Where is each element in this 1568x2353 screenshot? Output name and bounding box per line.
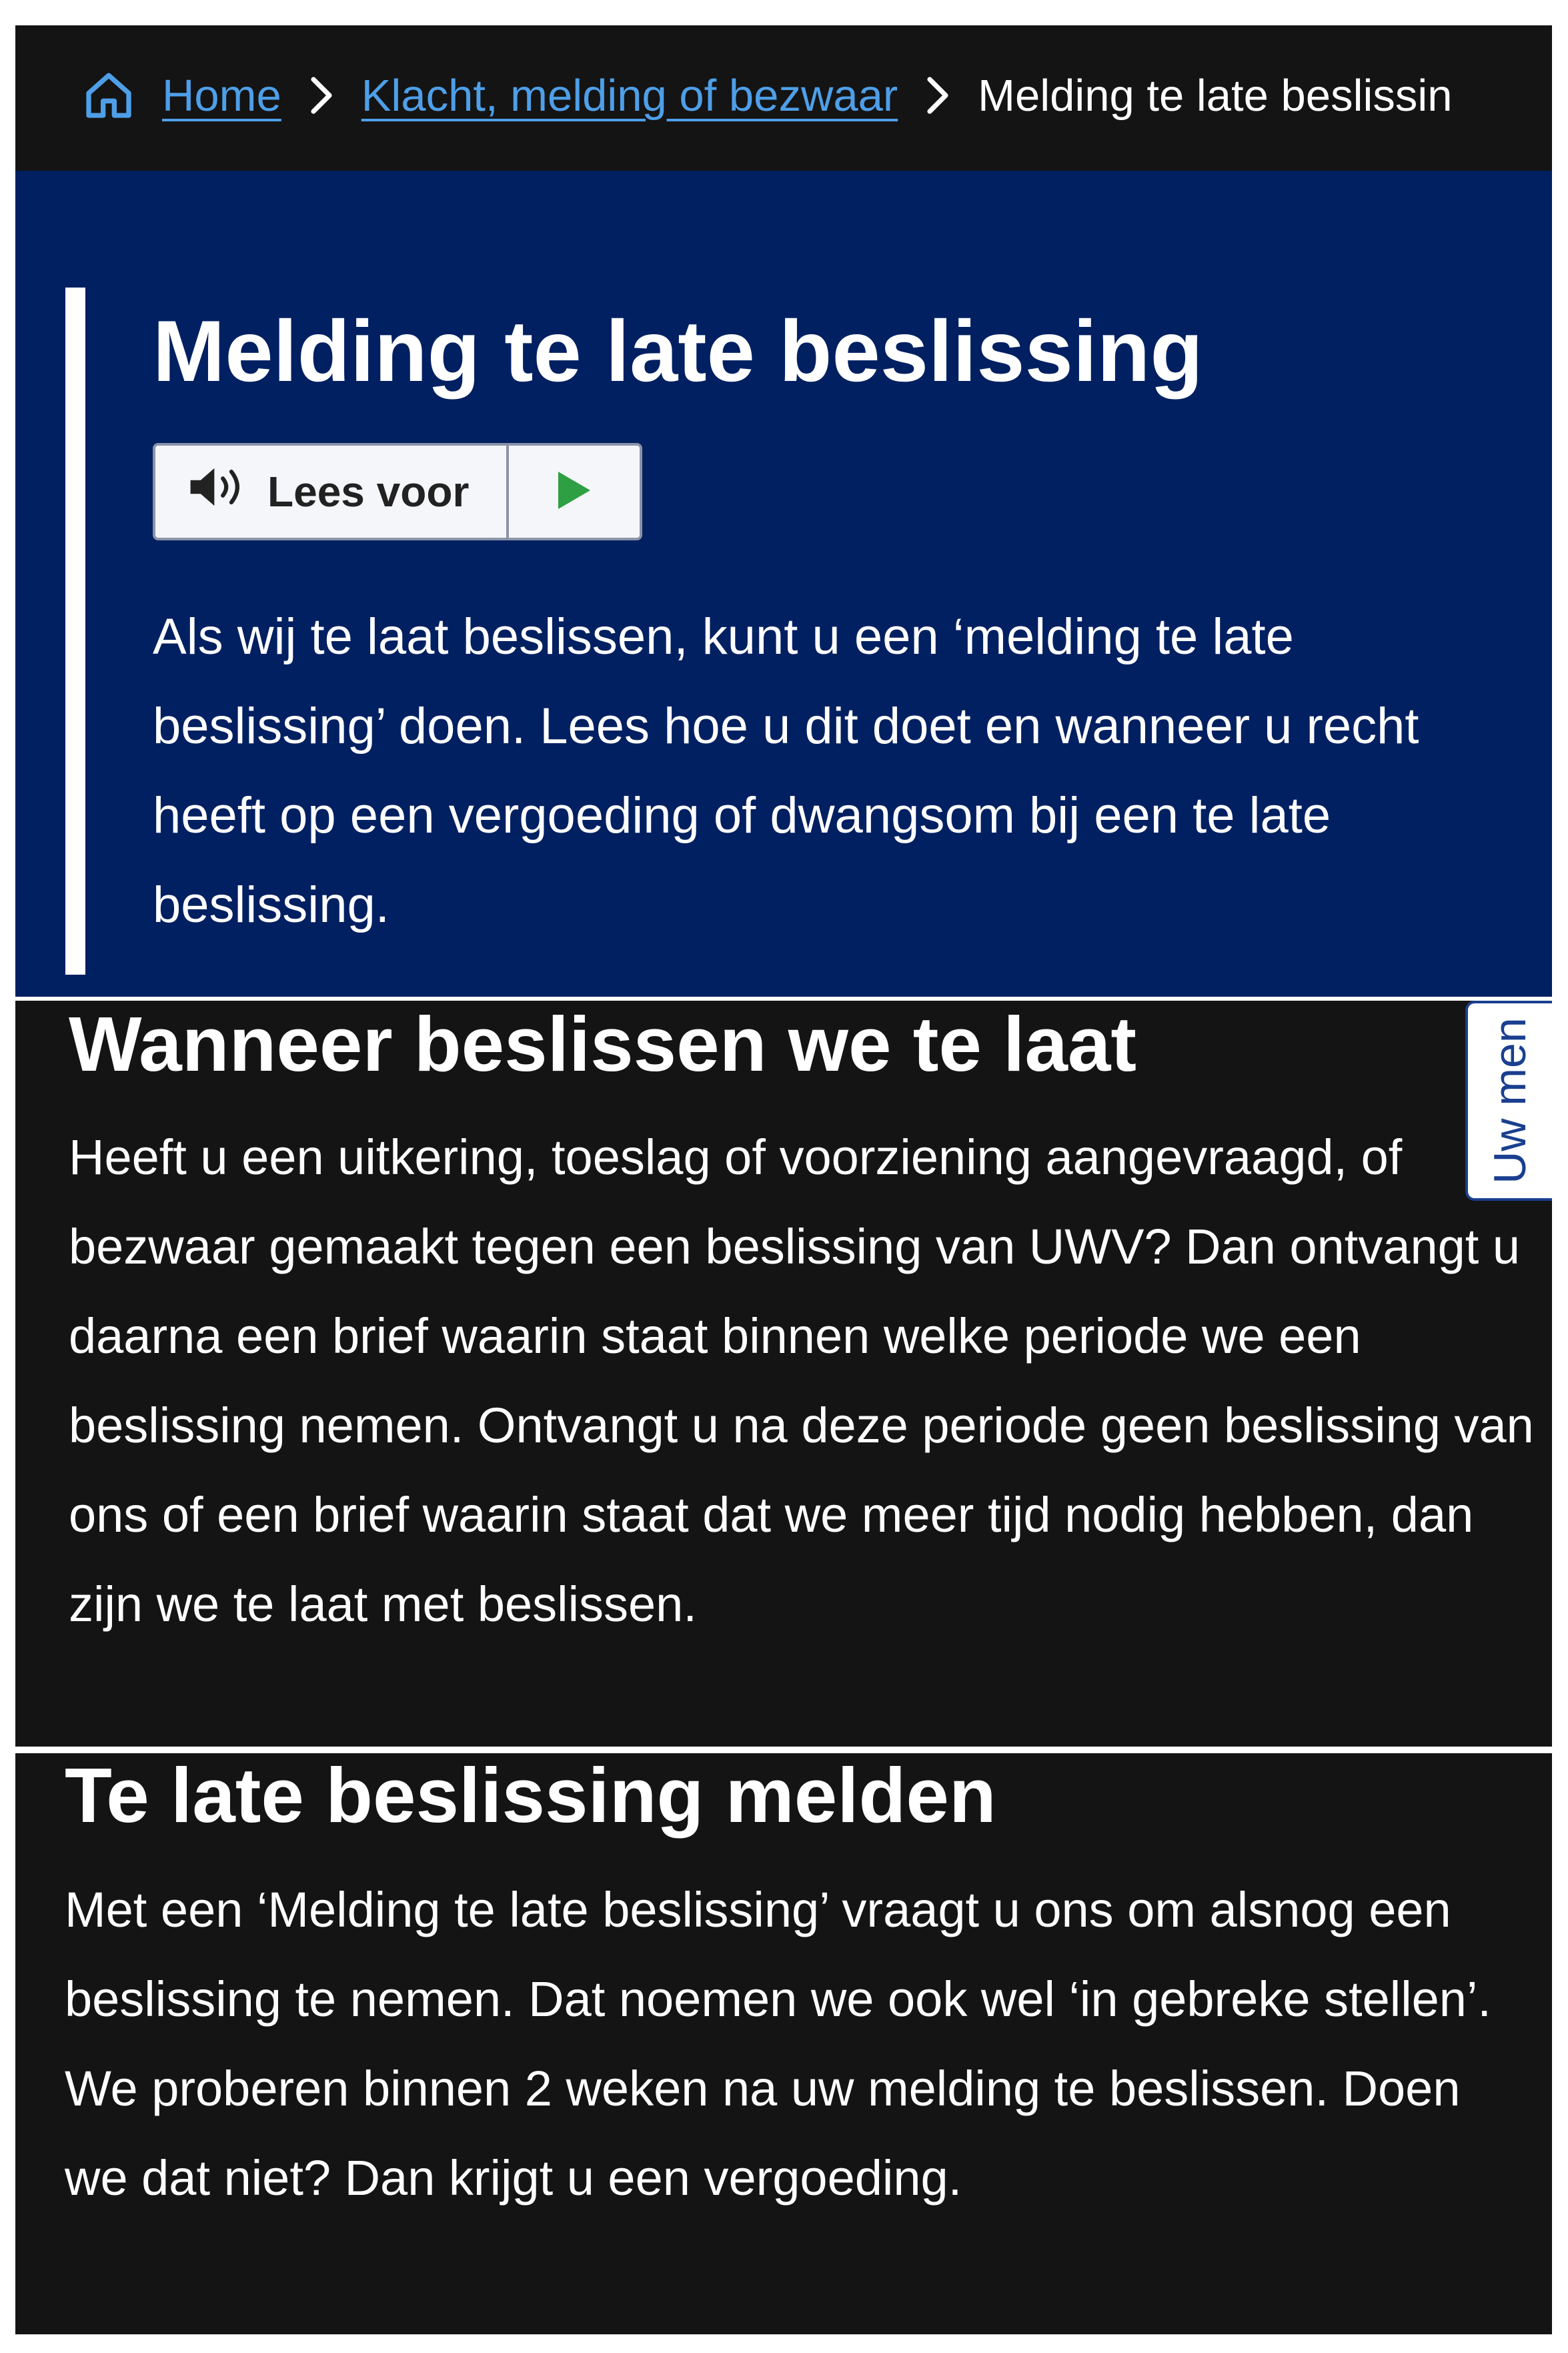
- home-icon[interactable]: [82, 69, 135, 122]
- section-report-late: [15, 1753, 1552, 2334]
- breadcrumb-home-link[interactable]: Home: [162, 70, 281, 121]
- hero-intro-text: Als wij te laat beslissen, kunt u een ‘melding te late beslissing’ doen. Lees hoe u dit doet en wanneer u recht heeft op een vergoeding of dwangsom bij een te late beslissing.: [153, 608, 1419, 933]
- chevron-right-icon: [307, 75, 336, 115]
- play-icon: [556, 469, 593, 515]
- speaker-icon: [189, 464, 250, 520]
- page-title: Melding te late beslissing: [153, 302, 1203, 400]
- breadcrumb-bar: [15, 25, 1552, 171]
- menu-tab-label: Uw men: [1485, 1017, 1535, 1184]
- breadcrumb-current: Melding te late beslissin: [978, 70, 1453, 121]
- breadcrumb-parent-link[interactable]: Klacht, melding of bezwaar: [361, 70, 898, 121]
- read-aloud-widget: [153, 443, 642, 540]
- hero-banner: [15, 171, 1552, 997]
- chevron-right-icon: [923, 75, 952, 115]
- play-button[interactable]: [509, 446, 640, 538]
- section-heading: Te late beslissing melden: [65, 1753, 996, 1839]
- section-when-late: [15, 1001, 1552, 1747]
- section-heading: Wanneer beslissen we te laat: [69, 1001, 1137, 1087]
- breadcrumb: [82, 59, 1453, 132]
- read-aloud-button[interactable]: [155, 446, 509, 538]
- hero-accent-bar: [65, 288, 85, 975]
- section-body-text: Heeft u een uitkering, toeslag of voorziening aangevraagd, of bezwaar gemaakt tegen een beslissing van UWV? Dan ontvangt u daarna een brief waarin staat binnen welke periode we een beslissing nemen. Ontvangt u na deze periode geen beslissing van ons of een brief waarin staat dat we meer tijd nodig hebben, dan zijn we te laat met beslissen.: [69, 1129, 1534, 1632]
- read-aloud-label: Lees voor: [267, 468, 470, 516]
- menu-side-tab[interactable]: [1465, 1001, 1552, 1201]
- section-body-text: Met een ‘Melding te late beslissing’ vraagt u ons om alsnog een beslissing te nemen. Dat noemen we ook wel ‘in gebreke stellen’. We proberen binnen 2 weken na uw melding te beslissen. Doen we dat niet? Dan krijgt u een vergoeding.: [65, 1882, 1491, 2206]
